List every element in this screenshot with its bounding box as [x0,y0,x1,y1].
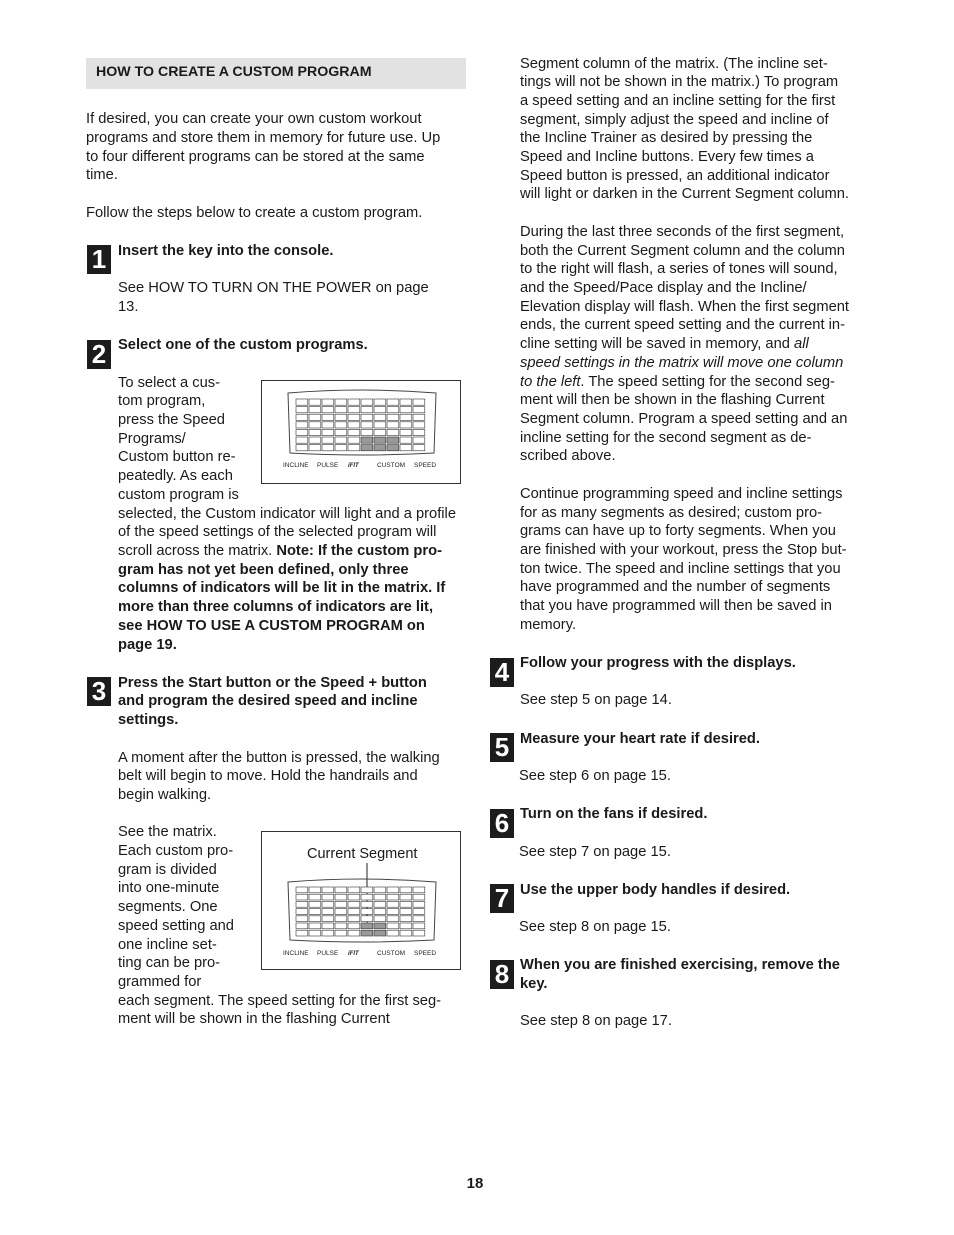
matrix-indicator [400,422,412,428]
matrix-indicator [335,887,347,893]
matrix-indicator [296,422,308,428]
ifit-logo: iFIT [348,463,359,469]
matrix-indicator [400,445,412,451]
right-line: will light or darken in the Current Segment column. [520,186,849,202]
step-3-line: segments. One [118,899,218,915]
right-line: incline setting for the second segment as de- [520,430,812,446]
matrix-indicator [413,923,425,929]
intro-line: If desired, you can create your own custom workout [86,111,422,127]
step-6-heading: Turn on the fans if desired. [520,806,708,822]
step-6-body: See step 7 on page 15. [519,844,671,860]
step-3-line: ment will be shown in the flashing Current [118,1011,390,1027]
step-4-number: 4 [490,658,514,687]
matrix-indicator [296,445,308,451]
matrix-indicator [309,399,321,405]
matrix-indicator [348,414,360,420]
right-emphasis: all [794,336,809,352]
right-line: tings will not be shown in the matrix.) To program [520,74,839,90]
matrix-indicator [309,901,321,907]
matrix-indicator [387,923,399,929]
matrix-indicator [296,923,308,929]
matrix-indicator [374,422,386,428]
label-incline: INCLINE [283,462,309,469]
matrix-indicator [387,407,399,413]
step-6-number: 6 [490,809,514,838]
right-line: grams can have up to forty segments. When you [520,523,836,539]
right-line: Continue programming speed and incline settings [520,486,843,502]
right-line: Segment column of the matrix. (The incline set- [520,56,828,72]
step-3-heading: Press the Start button or the Speed + button [118,675,427,691]
step-5-heading: Measure your heart rate if desired. [520,731,760,747]
right-text: cline setting will be saved in memory, and [520,336,795,352]
matrix-indicator [374,437,386,443]
matrix-indicator [296,429,308,435]
matrix-indicator [322,930,334,936]
right-line: are finished with your workout, press the Stop but- [520,542,847,558]
matrix-indicator [322,887,334,893]
matrix-indicator [348,407,360,413]
matrix-indicator [322,399,334,405]
matrix-indicator [387,894,399,900]
matrix-indicator [413,901,425,907]
matrix-indicator [296,407,308,413]
matrix-indicator [361,909,373,915]
step-2-note-line: see HOW TO USE A CUSTOM PROGRAM on [118,618,425,634]
matrix-indicator [309,930,321,936]
matrix-indicator [413,437,425,443]
matrix-indicator [413,399,425,405]
matrix-indicator [335,422,347,428]
step-4-body: See step 5 on page 14. [520,692,672,708]
matrix-indicator [413,909,425,915]
step-4-heading: Follow your progress with the displays. [520,655,796,671]
matrix-indicator [335,909,347,915]
step-2-line [118,542,442,561]
matrix-indicator [361,429,373,435]
label-custom: CUSTOM [377,462,406,469]
matrix-indicator [374,901,386,907]
step-3-number: 3 [87,677,111,706]
step-3-line: one incline set- [118,937,217,953]
matrix-indicator [413,894,425,900]
matrix-indicator [413,887,425,893]
right-line [520,373,835,392]
matrix-indicator [296,909,308,915]
matrix-indicator [322,909,334,915]
right-line: the Incline Trainer as desired by pressing the [520,130,813,146]
intro-steps-line: Follow the steps below to create a custom program. [86,205,423,221]
matrix-indicator [309,429,321,435]
matrix-indicator [335,399,347,405]
step-2-note-line: columns of indicators will be lit in the matrix. If [118,580,446,596]
matrix-indicator [374,923,386,929]
step-2-line: of the speed settings of the selected program will [118,524,437,540]
step-2-text: scroll across the matrix. [118,543,277,559]
matrix-indicator [361,422,373,428]
step-3-line: begin walking. [118,787,212,803]
right-line: scribed above. [520,448,616,464]
matrix-indicator [361,923,373,929]
right-line: Elevation display will flash. When the first segment [520,299,849,315]
matrix-indicator [322,901,334,907]
step-3-line: each segment. The speed setting for the first seg- [118,993,442,1009]
matrix-indicator [322,916,334,922]
matrix-indicator [387,930,399,936]
matrix-indicator [348,422,360,428]
matrix-indicator [309,887,321,893]
matrix-indicator [309,923,321,929]
matrix-indicator [335,445,347,451]
intro-line: to four different programs can be stored at the same [86,149,425,165]
matrix-indicator [335,901,347,907]
matrix-diagram [262,832,462,971]
step-2-line: To select a cus- [118,375,221,391]
matrix-indicator [400,407,412,413]
step-8-heading: When you are finished exercising, remove the [520,957,840,973]
right-line: have programmed and the number of segments [520,579,831,595]
right-text: . The speed setting for the second seg- [580,374,835,390]
step-2-note: Note: If the custom pro- [276,543,442,559]
matrix-indicator [348,901,360,907]
step-3-line: gram is divided [118,862,217,878]
matrix-indicator [387,422,399,428]
matrix-indicator [335,429,347,435]
right-line: ton twice. The speed and incline settings that you [520,561,841,577]
step-2-number: 2 [87,340,111,369]
matrix-indicator [374,414,386,420]
label-pulse: PULSE [317,462,339,469]
label-speed: SPEED [414,950,437,957]
step-2-line: custom program is [118,487,239,503]
ifit-logo: iFIT [348,951,359,957]
matrix-indicator [400,437,412,443]
step-2-line: Custom button re- [118,449,236,465]
matrix-indicator [400,887,412,893]
matrix-indicator [387,916,399,922]
current-segment-figure [261,831,461,970]
step-7-heading: Use the upper body handles if desired. [520,882,791,898]
matrix-indicator [387,414,399,420]
matrix-indicator [322,414,334,420]
matrix-indicator [400,916,412,922]
step-1-number: 1 [87,245,111,274]
matrix-indicator [374,887,386,893]
matrix-indicator [374,909,386,915]
right-line: memory. [520,617,577,633]
matrix-indicator [296,437,308,443]
right-line: Speed button is pressed, an additional indicator [520,168,830,184]
matrix-indicator [309,909,321,915]
matrix-indicator [400,894,412,900]
step-2-line: Programs/ [118,431,186,447]
right-line: for as many segments as desired; custom pro- [520,505,823,521]
matrix-indicator [335,923,347,929]
matrix-indicator [348,923,360,929]
matrix-indicator [296,930,308,936]
matrix-indicator [413,930,425,936]
right-line: a speed setting and an incline setting for the first [520,93,836,109]
right-line [520,335,809,354]
matrix-indicator [348,930,360,936]
label-incline: INCLINE [283,950,309,957]
step-8-body: See step 8 on page 17. [520,1013,672,1029]
matrix-indicator [387,429,399,435]
matrix-indicator [296,414,308,420]
step-3-line: See the matrix. [118,824,217,840]
matrix-indicator [361,887,373,893]
matrix-indicator [413,429,425,435]
console-matrix-figure [261,380,461,484]
matrix-indicator [361,437,373,443]
right-line: ends, the current speed setting and the current in- [520,317,845,333]
right-line: to the right will flash, a series of tones will sound, [520,261,838,277]
right-emphasis-line: speed settings in the matrix will move one column [520,355,844,371]
matrix-indicator [361,445,373,451]
step-3-line: into one-minute [118,880,220,896]
right-line: ment will then be shown in the flashing Current [520,392,825,408]
matrix-indicator [413,422,425,428]
matrix-indicator [361,414,373,420]
matrix-indicator [387,887,399,893]
step-2-line: tom program, [118,393,206,409]
label-pulse: PULSE [317,950,339,957]
matrix-indicator [400,901,412,907]
step-2-note-line: gram has not yet been defined, only three [118,562,409,578]
matrix-indicator [309,894,321,900]
step-2-note-line: page 19. [118,637,177,653]
matrix-indicator [322,422,334,428]
matrix-diagram [262,381,462,485]
matrix-indicator [296,894,308,900]
matrix-indicator [374,407,386,413]
matrix-indicator [400,930,412,936]
matrix-indicator [348,445,360,451]
matrix-indicator [348,399,360,405]
matrix-indicator [387,437,399,443]
matrix-indicator [309,916,321,922]
step-3-line: speed setting and [118,918,234,934]
matrix-indicator [400,414,412,420]
matrix-indicator [400,429,412,435]
right-line: Segment column. Program a speed setting and an [520,411,848,427]
matrix-indicator [296,887,308,893]
matrix-indicator [296,916,308,922]
step-8-heading: key. [520,976,548,992]
matrix-indicator [374,429,386,435]
step-2-line: peatedly. As each [118,468,233,484]
matrix-indicator [387,399,399,405]
step-1-body: See HOW TO TURN ON THE POWER on page [118,280,429,296]
matrix-indicator [348,437,360,443]
matrix-indicator [361,399,373,405]
intro-line: time. [86,167,118,183]
label-speed: SPEED [414,462,437,469]
step-3-heading: and program the desired speed and incline [118,693,418,709]
matrix-indicator [296,399,308,405]
matrix-indicator [400,399,412,405]
matrix-indicator [361,930,373,936]
matrix-indicator [413,916,425,922]
matrix-indicator [322,429,334,435]
callout-current-segment: Current Segment [307,846,418,862]
page-number: 18 [466,1175,484,1192]
matrix-indicator [361,894,373,900]
matrix-indicator [335,414,347,420]
matrix-indicator [335,407,347,413]
matrix-indicator [348,887,360,893]
section-title: HOW TO CREATE A CUSTOM PROGRAM [86,58,466,89]
matrix-indicator [322,894,334,900]
step-1-body: 13. [118,299,139,315]
right-line: and the Speed/Pace display and the Incline/ [520,280,807,296]
matrix-indicator [374,445,386,451]
matrix-indicator [361,901,373,907]
matrix-indicator [309,414,321,420]
right-line: segment, simply adjust the speed and incline of [520,112,829,128]
matrix-indicator [387,901,399,907]
matrix-indicator [374,894,386,900]
matrix-indicator [361,916,373,922]
matrix-indicator [374,930,386,936]
right-line: Speed and Incline buttons. Every few times a [520,149,814,165]
step-2-line: selected, the Custom indicator will light and a profile [118,506,456,522]
right-line: that you have programmed will then be saved in [520,598,832,614]
matrix-indicator [413,445,425,451]
step-3-line: A moment after the button is pressed, the walking [118,750,440,766]
step-2-line: press the Speed [118,412,225,428]
matrix-indicator [400,923,412,929]
step-3-line: ting can be pro- [118,955,221,971]
matrix-indicator [309,437,321,443]
matrix-indicator [322,445,334,451]
matrix-indicator [413,407,425,413]
right-line: both the Current Segment column and the column [520,243,845,259]
step-2-heading: Select one of the custom programs. [118,337,368,353]
matrix-indicator [413,414,425,420]
matrix-indicator [322,923,334,929]
intro-line: programs and store them in memory for future use. Up [86,130,441,146]
right-emphasis: to the left [520,374,581,390]
matrix-indicator [387,445,399,451]
step-1-heading: Insert the key into the console. [118,243,334,259]
matrix-indicator [400,909,412,915]
matrix-indicator [322,407,334,413]
matrix-indicator [335,916,347,922]
matrix-indicator [348,916,360,922]
matrix-indicator [309,445,321,451]
matrix-indicator [335,930,347,936]
matrix-indicator [296,901,308,907]
matrix-indicator [309,407,321,413]
step-3-line: grammed for [118,974,202,990]
step-2-note-line: more than three columns of indicators are lit, [118,599,434,615]
step-5-body: See step 6 on page 15. [519,768,671,784]
matrix-indicator [335,894,347,900]
step-3-line: Each custom pro- [118,843,234,859]
step-7-body: See step 8 on page 15. [519,919,671,935]
step-7-number: 7 [490,884,514,913]
matrix-indicator [335,437,347,443]
matrix-indicator [322,437,334,443]
label-custom: CUSTOM [377,950,406,957]
matrix-indicator [348,894,360,900]
matrix-indicator [348,429,360,435]
right-line: During the last three seconds of the first segment, [520,224,845,240]
step-3-heading: settings. [118,712,179,728]
matrix-indicator [374,916,386,922]
step-8-number: 8 [490,960,514,989]
step-5-number: 5 [490,733,514,762]
matrix-indicator [309,422,321,428]
step-3-line: belt will begin to move. Hold the handrails and [118,768,418,784]
matrix-indicator [387,909,399,915]
matrix-indicator [374,399,386,405]
matrix-indicator [361,407,373,413]
matrix-indicator [348,909,360,915]
